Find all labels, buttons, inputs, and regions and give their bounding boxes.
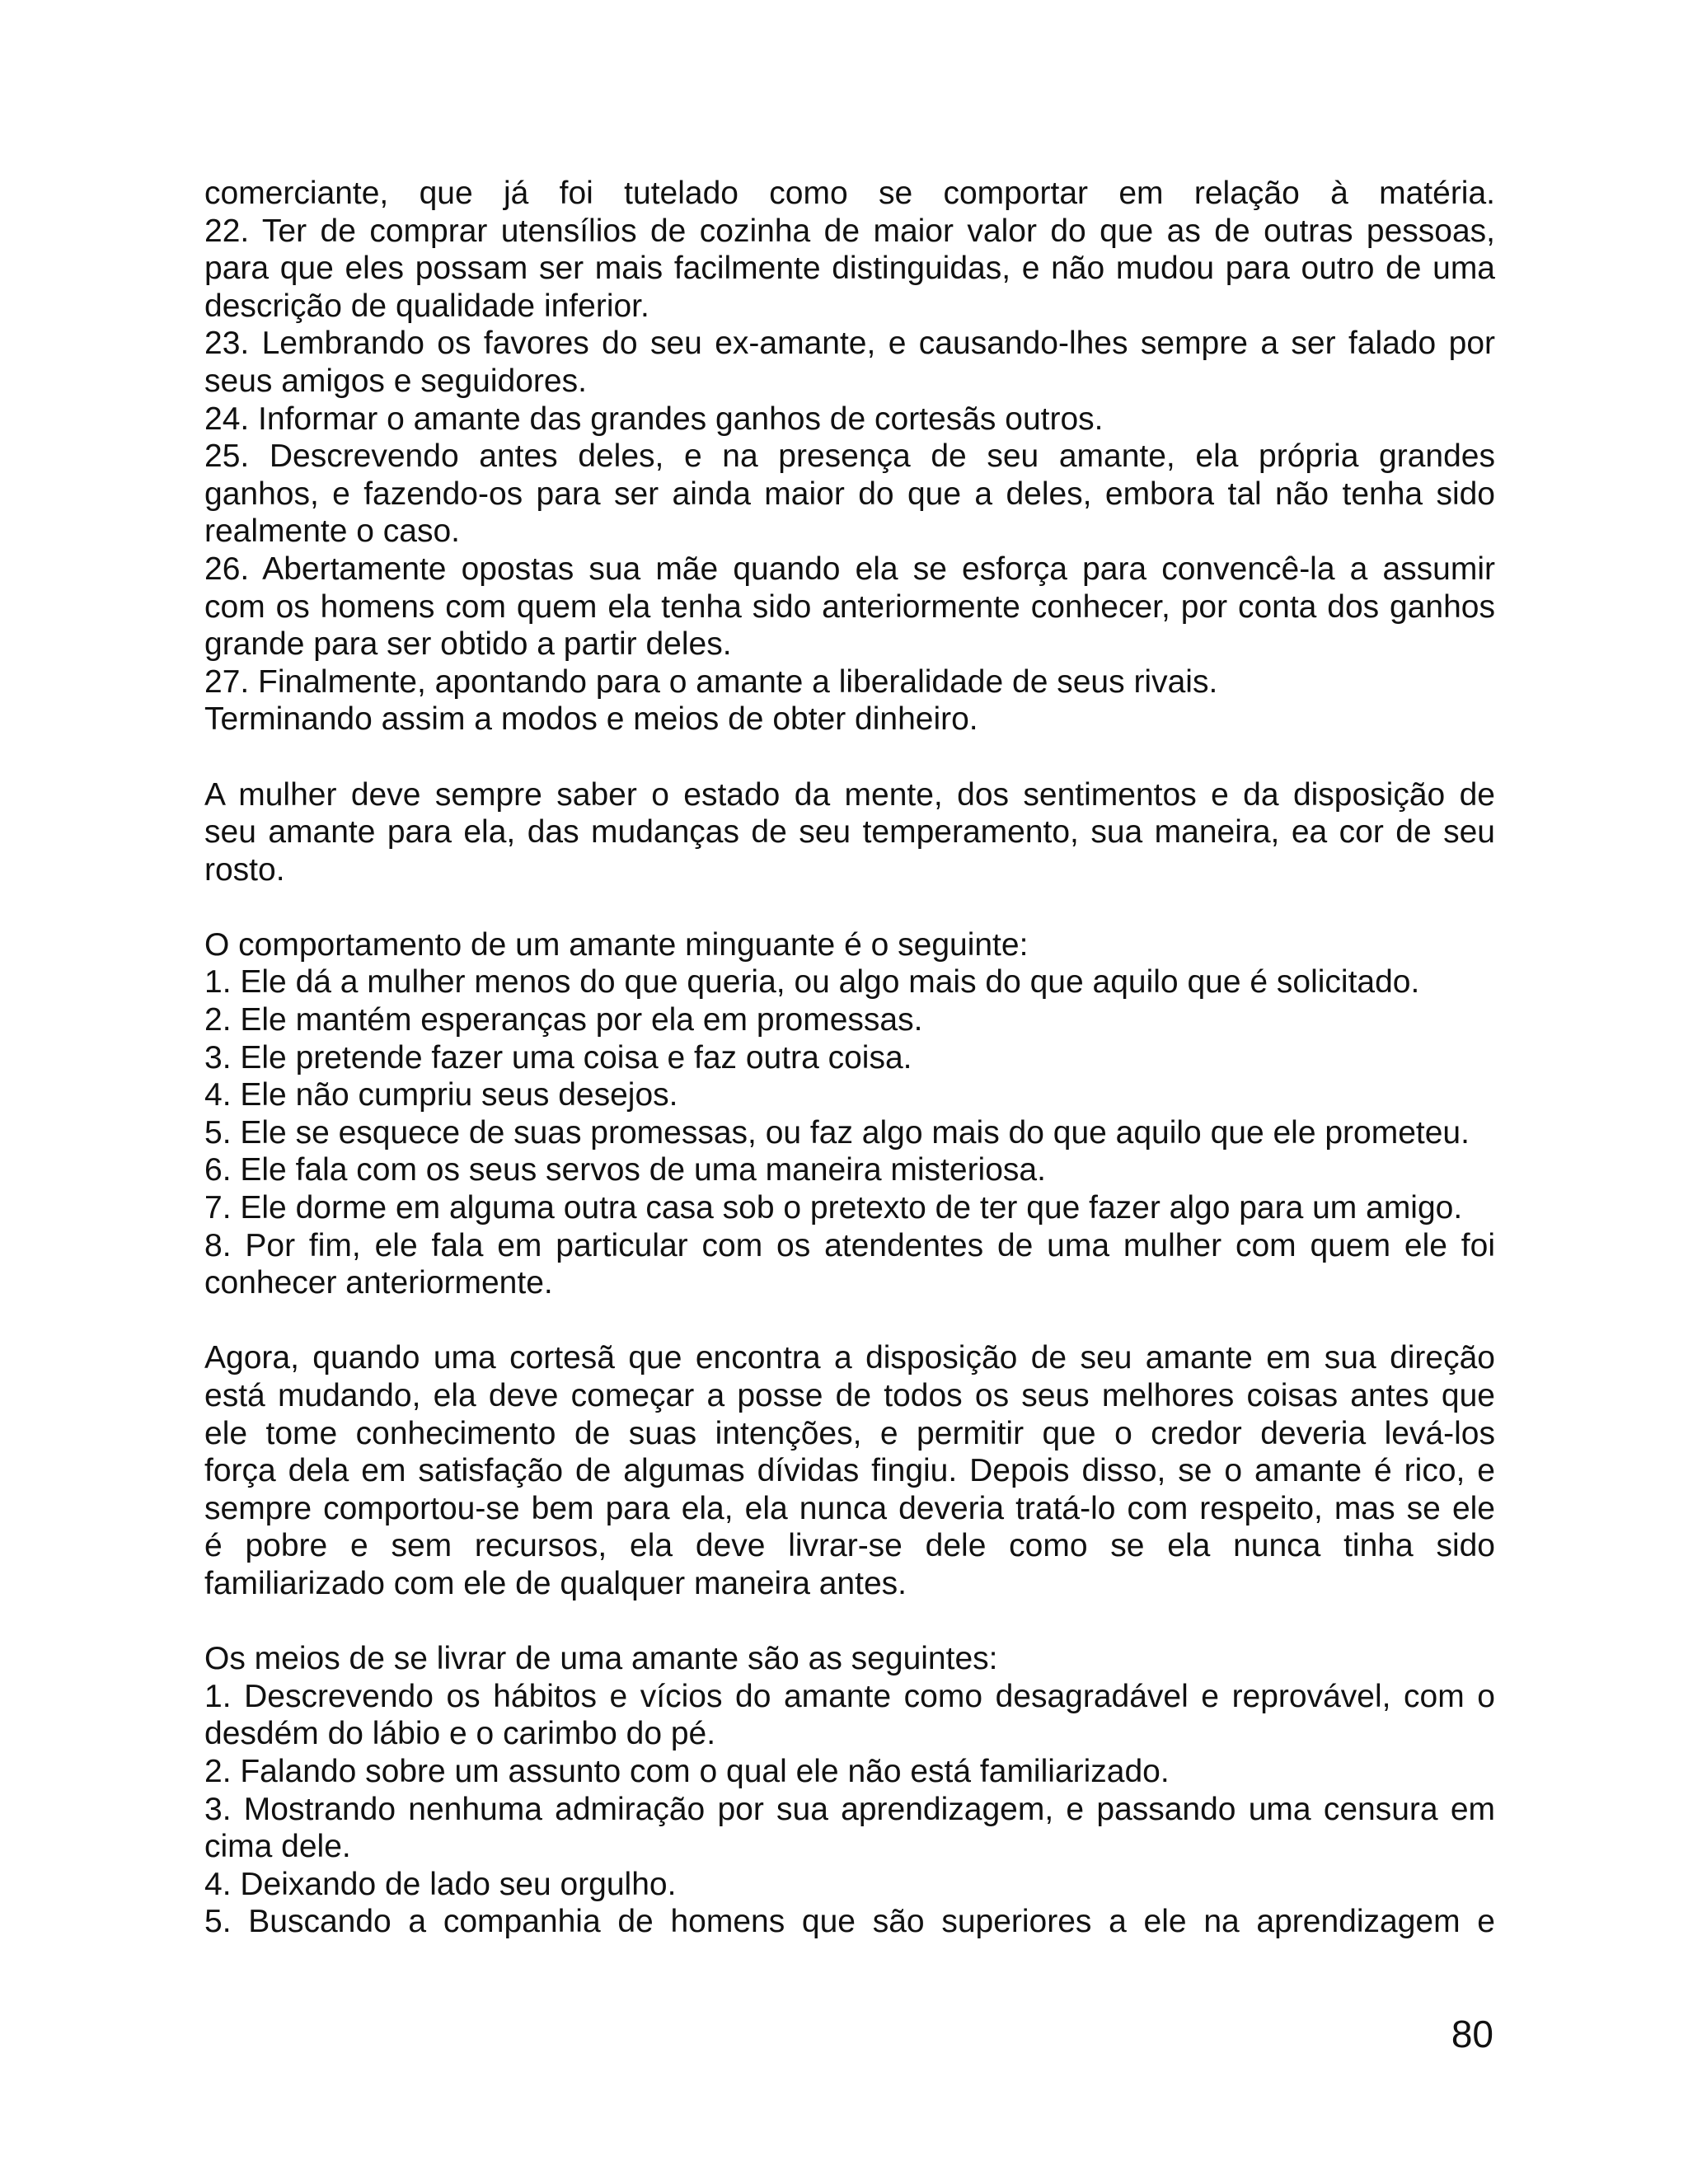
text-line: 7. Ele dorme em alguma outra casa sob o pretexto de ter que fazer algo para um amigo. bbox=[204, 1190, 1463, 1226]
text-line: ganhos, e fazendo-os para ser ainda maior do que a deles, embora tal não tenha sido bbox=[204, 476, 1495, 512]
text-line: 3. Mostrando nenhuma admiração por sua aprendizagem, e passando uma censura em bbox=[204, 1791, 1495, 1827]
text-line: 1. Descrevendo os hábitos e vícios do amante como desagradável e reprovável, com o bbox=[204, 1678, 1495, 1714]
text-line: 25. Descrevendo antes deles, e na presença de seu amante, ela própria grandes bbox=[204, 438, 1495, 475]
text-line: O comportamento de um amante minguante é o seguinte: bbox=[204, 926, 1029, 963]
text-line: 2. Ele mantém esperanças por ela em promessas. bbox=[204, 1002, 923, 1038]
paragraph-gap bbox=[204, 1302, 1495, 1340]
text-line: comerciante, que já foi tutelado como se comportar em relação à matéria. bbox=[204, 176, 1495, 211]
text-line: 8. Por fim, ele fala em particular com os atendentes de uma mulher com quem ele foi bbox=[204, 1227, 1495, 1263]
text-line: 2. Falando sobre um assunto com o qual ele não está familiarizado. bbox=[204, 1753, 1170, 1789]
paragraph-gap bbox=[204, 738, 1495, 776]
text-line: descrição de qualidade inferior. bbox=[204, 288, 649, 324]
text-line: seus amigos e seguidores. bbox=[204, 363, 587, 399]
text-line: 5. Buscando a companhia de homens que são superiores a ele na aprendizagem e bbox=[204, 1904, 1495, 1940]
paragraph-gap bbox=[204, 888, 1495, 926]
text-line: 6. Ele fala com os seus servos de uma maneira misteriosa. bbox=[204, 1152, 1046, 1188]
text-line: Agora, quando uma cortesã que encontra a disposição de seu amante em sua direção bbox=[204, 1340, 1495, 1376]
text-line: desdém do lábio e o carimbo do pé. bbox=[204, 1716, 716, 1752]
text-line: 24. Informar o amante das grandes ganhos de cortesãs outros. bbox=[204, 401, 1104, 437]
text-line: para que eles possam ser mais facilmente distinguidas, e não mudou para outro de uma bbox=[204, 251, 1495, 287]
text-line: Os meios de se livrar de uma amante são as seguintes: bbox=[204, 1641, 998, 1677]
text-line: Terminando assim a modos e meios de obter dinheiro. bbox=[204, 701, 978, 738]
text-line: seu amante para ela, das mudanças de seu temperamento, sua maneira, ea cor de seu bbox=[204, 814, 1495, 851]
text-line: A mulher deve sempre saber o estado da mente, dos sentimentos e da disposição de bbox=[204, 776, 1495, 813]
text-line: cima dele. bbox=[204, 1829, 351, 1865]
text-line: grande para ser obtido a partir deles. bbox=[204, 626, 732, 663]
text-line: realmente o caso. bbox=[204, 513, 461, 550]
text-line: sempre comportou-se bem para ela, ela nunca deveria tratá-lo com respeito, mas se ele bbox=[204, 1490, 1495, 1526]
text-line: conhecer anteriormente. bbox=[204, 1265, 553, 1301]
text-line: 23. Lembrando os favores do seu ex-amante, e causando-lhes sempre a ser falado por bbox=[204, 326, 1495, 362]
text-line: 4. Deixando de lado seu orgulho. bbox=[204, 1866, 677, 1902]
text-line: 3. Ele pretende fazer uma coisa e faz outra coisa. bbox=[204, 1039, 912, 1076]
text-line: força dela em satisfação de algumas dívidas fingiu. Depois disso, se o amante é rico, e bbox=[204, 1453, 1495, 1489]
text-line: 4. Ele não cumpriu seus desejos. bbox=[204, 1077, 678, 1113]
text-line: 1. Ele dá a mulher menos do que queria, ou algo mais do que aquilo que é solicitado. bbox=[204, 964, 1420, 1001]
page-body bbox=[204, 175, 1495, 1941]
text-line: ele tome conhecimento de suas intenções, e permitir que o credor deveria levá-los bbox=[204, 1415, 1495, 1451]
text-line: 22. Ter de comprar utensílios de cozinha de maior valor do que as de outras pessoas, bbox=[204, 213, 1495, 249]
text-line: rosto. bbox=[204, 851, 285, 888]
page-number: 80 bbox=[1451, 2013, 1493, 2055]
text-line: 5. Ele se esquece de suas promessas, ou faz algo mais do que aquilo que ele prometeu. bbox=[204, 1114, 1470, 1151]
text-line: 26. Abertamente opostas sua mãe quando ela se esforça para convencê-la a assumir bbox=[204, 551, 1495, 587]
paragraph-gap bbox=[204, 1603, 1495, 1641]
text-line: é pobre e sem recursos, ela deve livrar-se dele como se ela nunca tinha sido bbox=[204, 1528, 1495, 1564]
text-line: 27. Finalmente, apontando para o amante a liberalidade de seus rivais. bbox=[204, 663, 1218, 700]
text-line: familiarizado com ele de qualquer maneira antes. bbox=[204, 1565, 907, 1601]
text-line: está mudando, ela deve começar a posse de todos os seus melhores coisas antes que bbox=[204, 1378, 1495, 1413]
text-line: com os homens com quem ela tenha sido anteriormente conhecer, por conta dos ganhos bbox=[204, 588, 1495, 625]
